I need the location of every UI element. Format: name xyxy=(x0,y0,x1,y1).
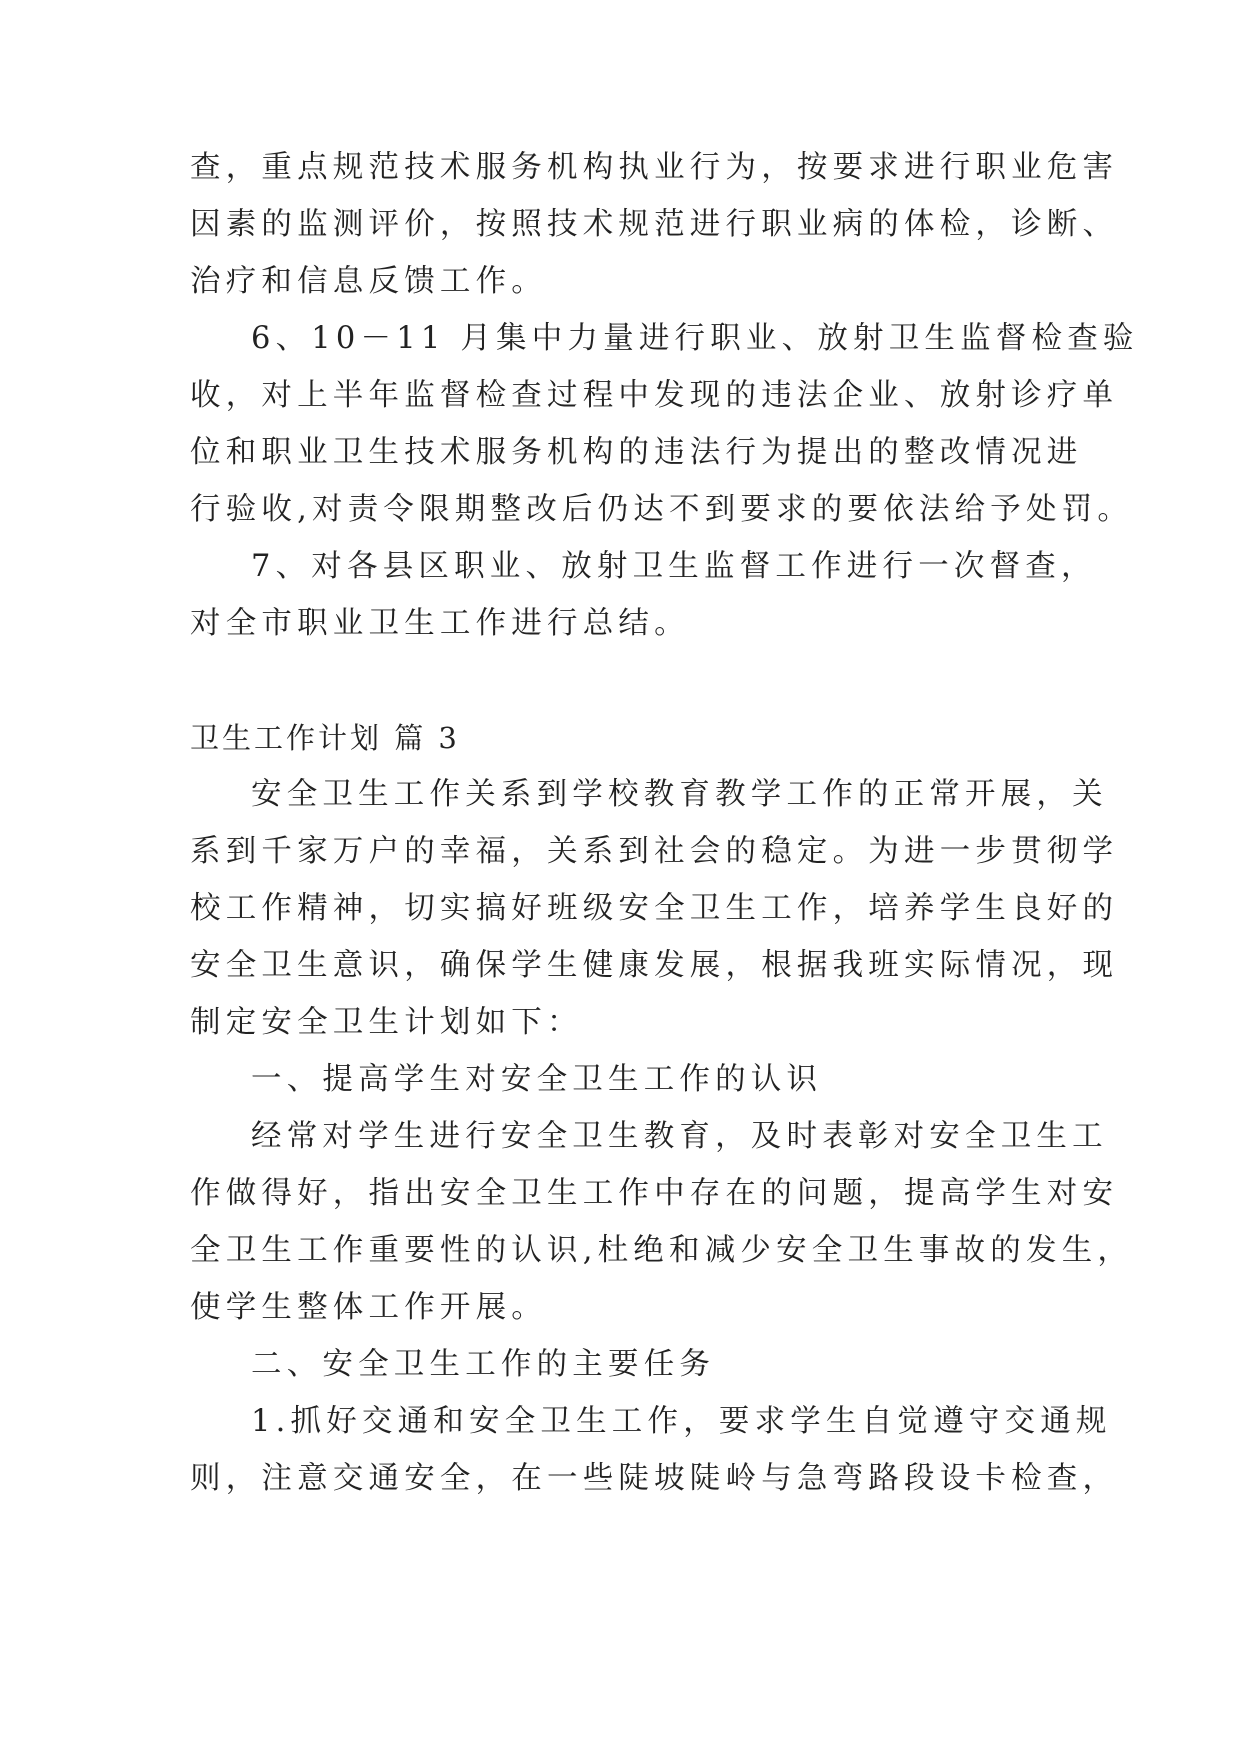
subheading: 二、安全卫生工作的主要任务 xyxy=(251,1347,716,1382)
body-text-line: 安全卫生意识，确保学生健康发展，根据我班实际情况，现 xyxy=(190,948,1119,983)
body-text-line: 7、对各县区职业、放射卫生监督工作进行一次督查， xyxy=(251,549,1097,584)
body-text-line: 系到千家万户的幸福，关系到社会的稳定。为进一步贯彻学 xyxy=(190,834,1119,869)
body-text-line: 行验收,对责令限期整改后仍达不到要求的要依法给予处罚。 xyxy=(190,492,1134,527)
body-text-line: 位和职业卫生技术服务机构的违法行为提出的整改情况进 xyxy=(190,435,1083,470)
body-text-line: 因素的监测评价，按照技术规范进行职业病的体检，诊断、 xyxy=(190,207,1119,242)
body-text-line: 校工作精神，切实搞好班级安全卫生工作，培养学生良好的 xyxy=(190,891,1119,926)
body-text-line: 安全卫生工作关系到学校教育教学工作的正常开展，关 xyxy=(251,777,1108,812)
body-text-line: 使学生整体工作开展。 xyxy=(190,1290,547,1325)
body-text-line: 收，对上半年监督检查过程中发现的违法企业、放射诊疗单 xyxy=(190,378,1119,413)
body-text-line: 全卫生工作重要性的认识,杜绝和减少安全卫生事故的发生， xyxy=(190,1233,1134,1268)
body-text-line: 经常对学生进行安全卫生教育，及时表彰对安全卫生工 xyxy=(251,1119,1108,1154)
section-heading: 卫生工作计划 篇 3 xyxy=(190,721,460,755)
body-text-line: 作做得好，指出安全卫生工作中存在的问题，提高学生对安 xyxy=(190,1176,1119,1211)
body-text-line: 1.抓好交通和安全卫生工作，要求学生自觉遵守交通规 xyxy=(251,1404,1112,1439)
subheading: 一、提高学生对安全卫生工作的认识 xyxy=(251,1062,823,1097)
body-text-line: 治疗和信息反馈工作。 xyxy=(190,264,547,299)
body-text-line: 制定安全卫生计划如下： xyxy=(190,1005,583,1040)
body-text-line: 6、10－11 月集中力量进行职业、放射卫生监督检查验 xyxy=(251,321,1139,356)
body-text-line: 则，注意交通安全，在一些陡坡陡岭与急弯路段设卡检查， xyxy=(190,1461,1119,1496)
body-text-line: 对全市职业卫生工作进行总结。 xyxy=(190,606,690,641)
body-text-line: 查，重点规范技术服务机构执业行为，按要求进行职业危害 xyxy=(190,150,1119,185)
